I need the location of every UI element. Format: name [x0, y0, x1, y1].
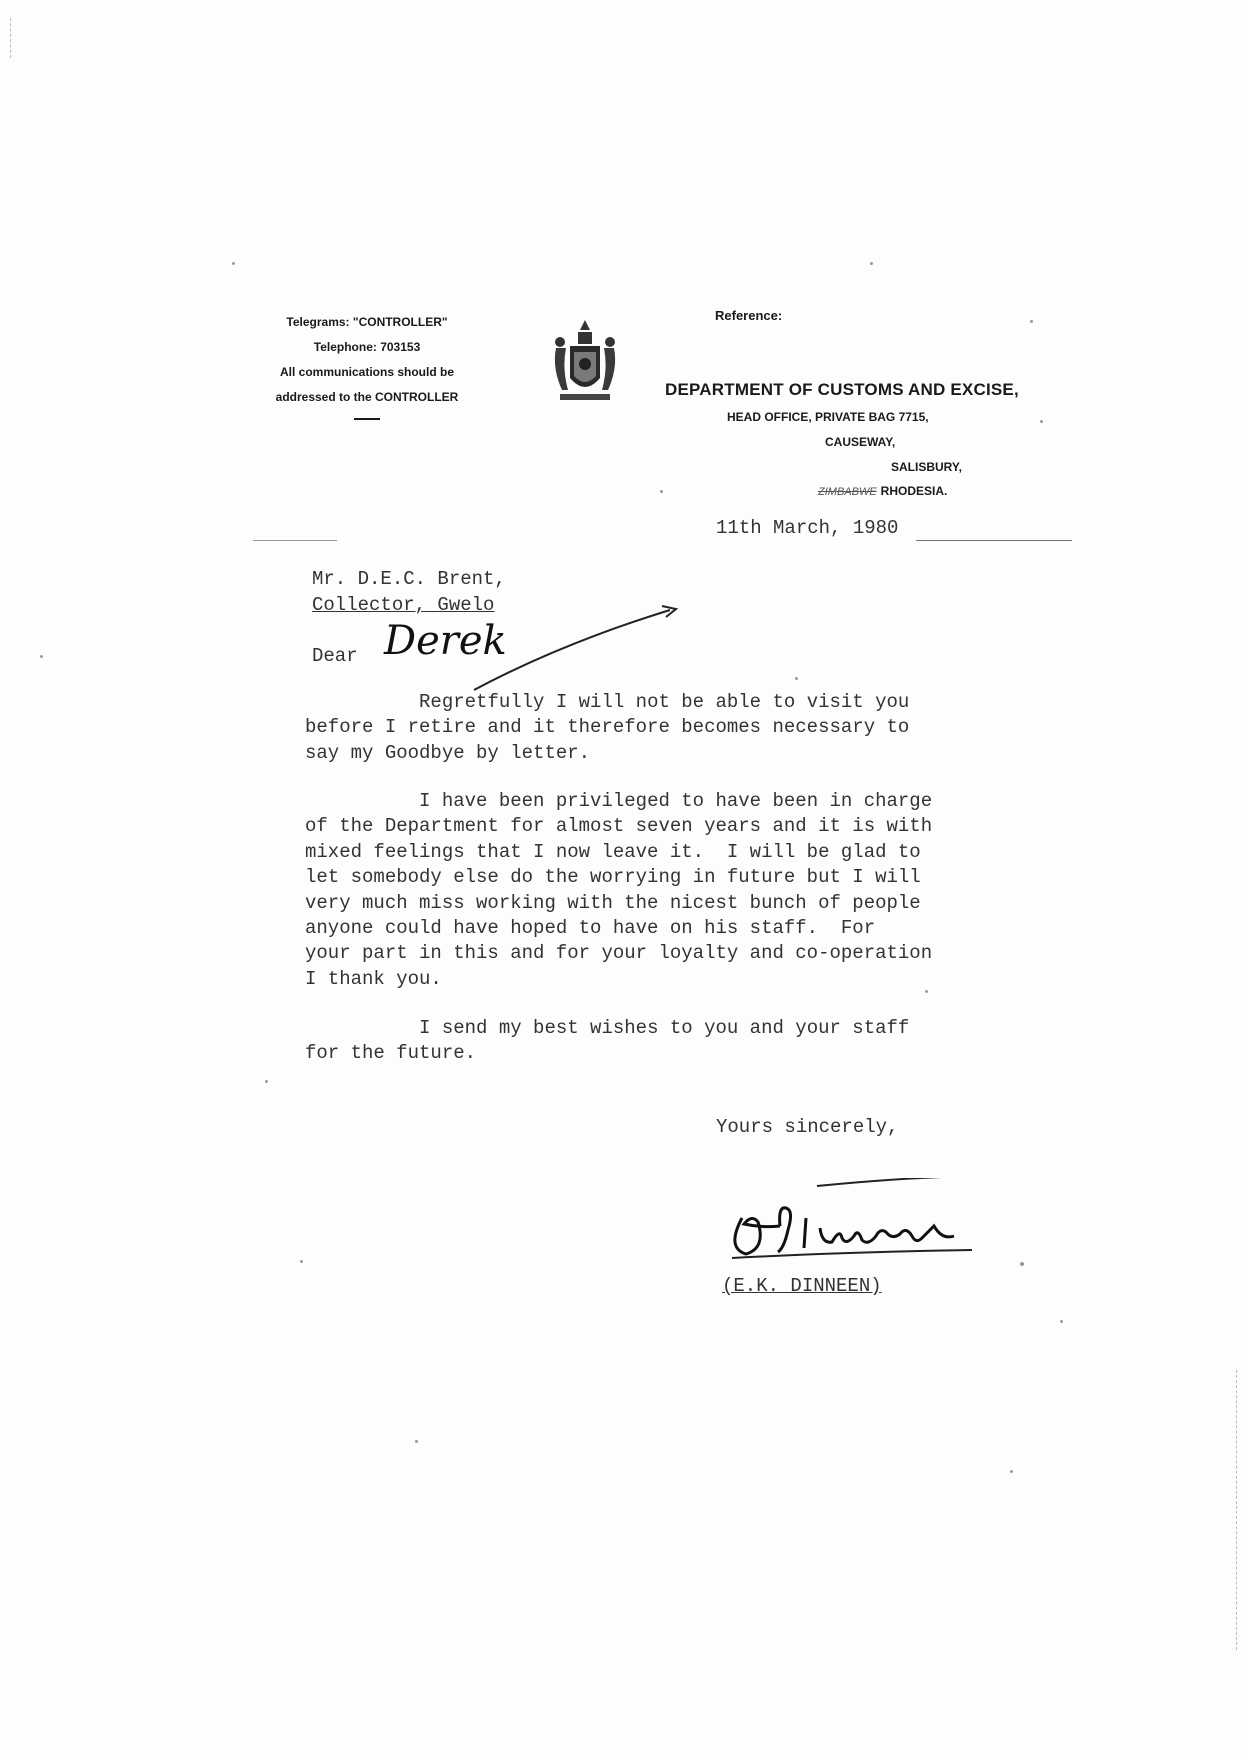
scan-speck	[232, 262, 235, 265]
telephone-line: Telephone: 703153	[313, 340, 421, 354]
addressee-name: Mr. D.E.C. Brent,	[312, 568, 506, 590]
closing: Yours sincerely,	[716, 1116, 899, 1138]
address-line-3: SALISBURY,	[891, 460, 962, 474]
scan-speck	[1060, 1320, 1063, 1323]
scan-speck	[300, 1260, 303, 1263]
scan-speck	[415, 1440, 418, 1443]
address-country: RHODESIA.	[880, 484, 948, 498]
address-line-2: CAUSEWAY,	[825, 435, 896, 449]
addressee-title: Collector, Gwelo	[312, 594, 495, 616]
address-line-4	[818, 484, 947, 498]
body-paragraph-1: Regretfully I will not be able to visit you before I retire and it therefore becomes necessary to say my Goodbye by letter.	[305, 691, 910, 764]
scan-speck	[870, 262, 873, 265]
address-line-1: HEAD OFFICE, PRIVATE BAG 7715,	[727, 410, 929, 424]
letterhead-contact-block	[262, 310, 472, 420]
handwritten-signature	[722, 1178, 1022, 1268]
salutation: Dear	[312, 645, 358, 667]
struck-country: ZIMBABWE	[818, 486, 877, 498]
scan-speck	[795, 677, 798, 680]
department-name: DEPARTMENT OF CUSTOMS AND EXCISE,	[665, 380, 1019, 399]
communications-line-2: addressed to the CONTROLLER	[275, 390, 459, 404]
scan-margin-mark	[10, 18, 11, 58]
salutation-handwritten-name: Derek	[384, 618, 507, 664]
date-rule	[916, 540, 1072, 541]
body-paragraph-2: I have been privileged to have been in charge of the Department for almost seven years and it is with mixed feelings that I now leave it. I will be glad to let somebody else do the worrying in future but I will very much miss working with the nicest bunch of people anyone could have hoped to have on his staff. For your part in this and for your loyalty and co-operation I thank you.	[305, 790, 933, 990]
reference-label: Reference:	[715, 308, 783, 323]
scan-speck	[660, 490, 663, 493]
communications-line-1: All communications should be	[279, 365, 455, 379]
scan-speck	[1030, 320, 1033, 323]
annotation-arrow-icon	[470, 604, 685, 694]
scan-speck	[265, 1080, 268, 1083]
scan-speck	[1020, 1262, 1024, 1266]
scan-speck	[1040, 420, 1043, 423]
scan-speck	[1010, 1470, 1013, 1473]
coat-of-arms-icon	[548, 318, 622, 404]
scan-speck	[925, 990, 928, 993]
scan-edge-mark	[1236, 1370, 1237, 1650]
letterhead-dash	[354, 418, 380, 420]
signatory-name: (E.K. DINNEEN)	[722, 1275, 882, 1297]
body-paragraph-3: I send my best wishes to you and your staff for the future.	[305, 1017, 910, 1065]
scan-speck	[40, 655, 43, 658]
left-rule	[253, 540, 337, 541]
letter-date: 11th March, 1980	[716, 517, 899, 539]
telegrams-line: Telegrams: "CONTROLLER"	[286, 315, 448, 329]
